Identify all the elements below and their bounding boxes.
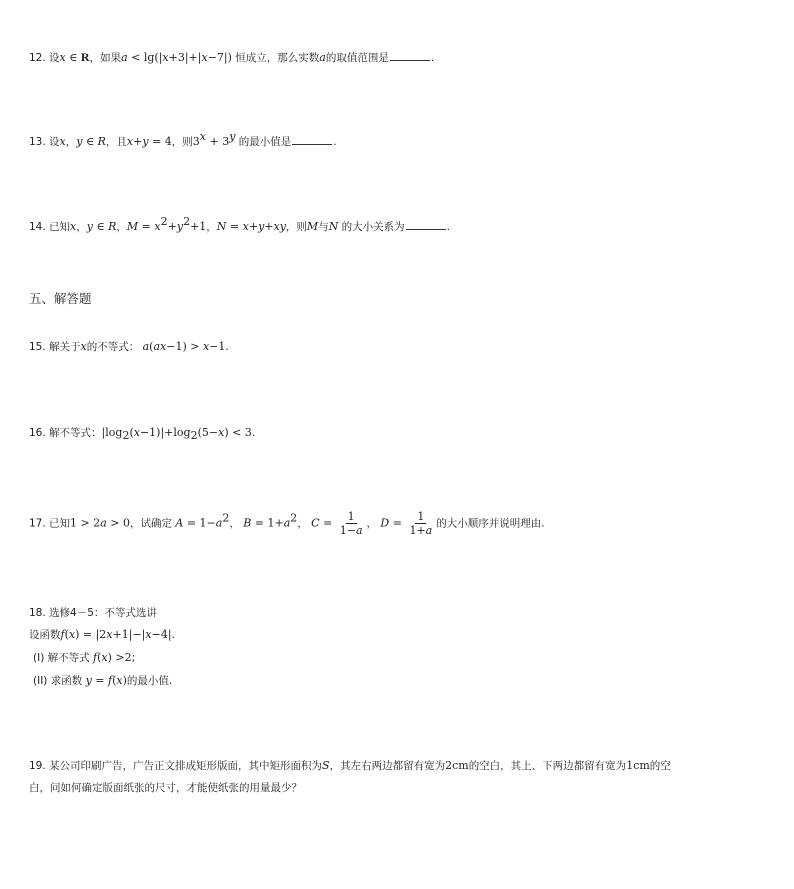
- question-18-title: 18. 选修4－5：不等式选讲: [29, 607, 157, 619]
- q15-number: 15.: [29, 341, 46, 353]
- question-18-part-2: (II) 求函数 y = f(x)的最小值.: [33, 674, 173, 687]
- q12-after: 恒成立，那么实数: [235, 52, 320, 64]
- answer-blank[interactable]: [292, 134, 332, 145]
- answer-blank[interactable]: [390, 50, 430, 61]
- q17-number: 17.: [29, 517, 46, 530]
- q18-number: 18.: [29, 607, 46, 619]
- question-12: 12. 设x ∈ R，如果a < lg(|x+3|+|x−7|) 恒成立，那么实数a的取值范围是 .: [29, 50, 435, 64]
- question-17: 17. 已知1 > 2a > 0，试确定 $A = 1-a^2$， $B = 1+a^2$， C = $\frac{1}{1-a}$ ， D = $\frac{1}{1+a}$ 的大小顺序并说明理由.: [29, 510, 545, 537]
- question-19-line-1: 19. 某公司印刷广告，广告正文排成矩形版面，其中矩形面积为S，其左右两边都留有宽为2cm的空白，其上、下两边都留有宽为1cm的空: [29, 759, 671, 772]
- question-15: 15. 解关于x的不等式： a(ax−1) > x−1.: [29, 340, 229, 353]
- q16-number: 16.: [29, 427, 46, 439]
- q12-lg: lg: [143, 51, 155, 64]
- section-heading: 五、解答题: [29, 291, 92, 306]
- question-18-function: 设函数f(x) = |2x+1|−|x−4|.: [29, 628, 175, 641]
- q12-mid: ，如果: [89, 52, 122, 64]
- q12-number: 12.: [29, 52, 46, 64]
- answer-blank[interactable]: [406, 219, 446, 230]
- question-19-line-2: 白，问如何确定版面纸张的尺寸，才能使纸张的用量最少？: [29, 782, 302, 794]
- q12-after2: 的取值范围是: [325, 52, 389, 64]
- fraction-c: $\frac{1}{1-a}$: [339, 510, 363, 537]
- question-14: 14. 已知x，y ∈ R，$M = x^2+y^2+1$，N = x+y+xy，则M与N 的大小关系为 .: [29, 215, 450, 233]
- question-16: 16. 解不等式：$|\log_2(x-1)|+\log_2(5-x) < 3$.: [29, 426, 256, 442]
- q13-number: 13.: [29, 136, 46, 148]
- q19-number: 19.: [29, 760, 46, 772]
- fraction-d: $\frac{1}{1+a}$: [409, 510, 433, 537]
- question-18-part-1: (I) 解不等式 f(x) >2;: [33, 651, 136, 664]
- q12-prefix: 设: [49, 52, 60, 64]
- q14-number: 14.: [29, 221, 46, 233]
- question-13: 13. 设x，y ∈ R，且x+y = 4，则$3^x + 3^y$ 的最小值是 .: [29, 130, 337, 148]
